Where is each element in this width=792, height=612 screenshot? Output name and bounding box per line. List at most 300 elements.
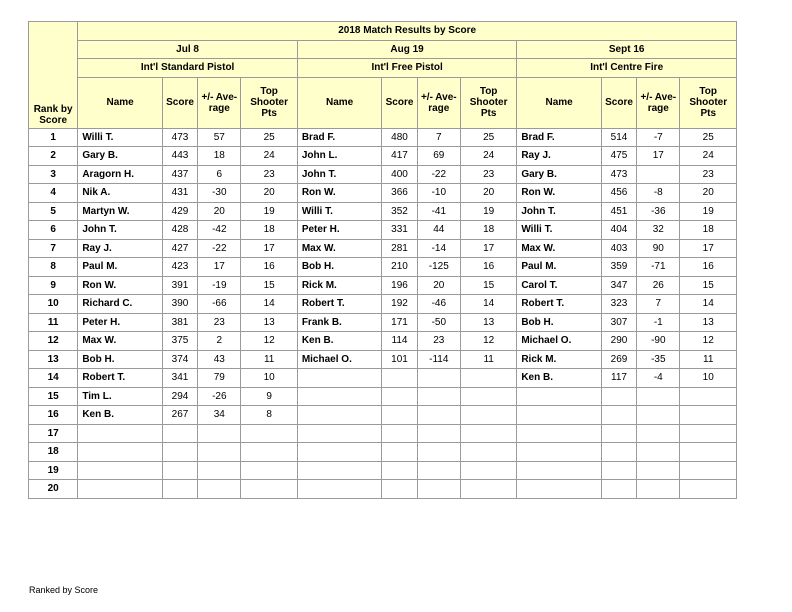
match-date: Jul 8 [78, 40, 298, 59]
column-header-name: Name [517, 77, 602, 128]
avg-cell [637, 387, 680, 406]
score-cell: 403 [601, 239, 636, 258]
pts-cell [680, 387, 737, 406]
avg-cell: 69 [417, 147, 460, 166]
score-cell: 375 [162, 332, 197, 351]
avg-cell: -22 [198, 239, 241, 258]
name-cell: Peter H. [78, 313, 163, 332]
avg-cell [637, 480, 680, 499]
table-row [29, 258, 737, 277]
name-cell: Bob H. [297, 258, 382, 277]
avg-cell: -125 [417, 258, 460, 277]
avg-cell [637, 165, 680, 184]
name-cell: Bob H. [78, 350, 163, 369]
avg-cell: -41 [417, 202, 460, 221]
pts-cell [680, 406, 737, 425]
pts-cell [460, 480, 516, 499]
rank-cell: 16 [29, 406, 78, 425]
score-cell: 374 [162, 350, 197, 369]
score-cell: 117 [601, 369, 636, 388]
match-date: Sept 16 [517, 40, 737, 59]
score-cell [162, 424, 197, 443]
avg-cell: 90 [637, 239, 680, 258]
table-row [29, 202, 737, 221]
name-cell: Paul M. [78, 258, 163, 277]
table-row [29, 276, 737, 295]
score-cell [601, 443, 636, 462]
name-cell [78, 443, 163, 462]
rank-header: Rank by Score [29, 22, 78, 129]
table-title: 2018 Match Results by Score [78, 22, 737, 41]
score-cell: 431 [162, 184, 197, 203]
name-cell: Peter H. [297, 221, 382, 240]
pts-cell: 16 [460, 258, 516, 277]
pts-cell: 18 [460, 221, 516, 240]
name-cell: Tim L. [78, 387, 163, 406]
pts-cell [241, 443, 297, 462]
pts-cell: 25 [460, 128, 516, 147]
pts-cell: 19 [460, 202, 516, 221]
rank-cell: 9 [29, 276, 78, 295]
pts-cell: 14 [460, 295, 516, 314]
name-cell: Max W. [78, 332, 163, 351]
pts-cell [680, 461, 737, 480]
table-row [29, 313, 737, 332]
score-cell: 281 [382, 239, 417, 258]
pts-cell: 12 [460, 332, 516, 351]
column-header-score: Score [162, 77, 197, 128]
name-cell [297, 406, 382, 425]
score-cell [382, 387, 417, 406]
match-event: Int'l Standard Pistol [78, 59, 298, 78]
name-cell [517, 387, 602, 406]
avg-cell [417, 369, 460, 388]
pts-cell: 9 [241, 387, 297, 406]
pts-cell: 15 [460, 276, 516, 295]
pts-cell: 17 [460, 239, 516, 258]
score-cell [382, 443, 417, 462]
avg-cell: 6 [198, 165, 241, 184]
score-cell: 114 [382, 332, 417, 351]
pts-cell: 14 [680, 295, 737, 314]
avg-cell: 32 [637, 221, 680, 240]
avg-cell [417, 387, 460, 406]
pts-cell: 15 [241, 276, 297, 295]
name-cell: Ron W. [297, 184, 382, 203]
pts-cell: 25 [680, 128, 737, 147]
avg-cell: 18 [198, 147, 241, 166]
name-cell [297, 369, 382, 388]
pts-cell [460, 424, 516, 443]
avg-cell [417, 480, 460, 499]
name-cell: Ron W. [517, 184, 602, 203]
date-row [29, 40, 737, 59]
avg-cell: 20 [198, 202, 241, 221]
score-cell [601, 406, 636, 425]
pts-cell: 23 [241, 165, 297, 184]
name-cell: Paul M. [517, 258, 602, 277]
avg-cell: -4 [637, 369, 680, 388]
table-row [29, 443, 737, 462]
name-cell: Frank B. [297, 313, 382, 332]
pts-cell [460, 406, 516, 425]
table-row [29, 128, 737, 147]
score-cell: 290 [601, 332, 636, 351]
column-header-name: Name [297, 77, 382, 128]
avg-cell [198, 443, 241, 462]
pts-cell: 17 [680, 239, 737, 258]
name-cell: Willi T. [297, 202, 382, 221]
rank-cell: 20 [29, 480, 78, 499]
score-cell: 307 [601, 313, 636, 332]
name-cell: John T. [517, 202, 602, 221]
rank-cell: 3 [29, 165, 78, 184]
avg-cell: -114 [417, 350, 460, 369]
name-cell [297, 480, 382, 499]
score-cell: 514 [601, 128, 636, 147]
score-cell: 331 [382, 221, 417, 240]
pts-cell: 11 [460, 350, 516, 369]
column-header-pts: Top Shooter Pts [241, 77, 297, 128]
rank-cell: 6 [29, 221, 78, 240]
score-cell: 352 [382, 202, 417, 221]
pts-cell: 20 [680, 184, 737, 203]
score-cell: 437 [162, 165, 197, 184]
table-row [29, 295, 737, 314]
avg-cell: 34 [198, 406, 241, 425]
name-cell: Michael O. [297, 350, 382, 369]
rank-cell: 15 [29, 387, 78, 406]
avg-cell [417, 443, 460, 462]
pts-cell: 15 [680, 276, 737, 295]
pts-cell: 19 [680, 202, 737, 221]
pts-cell: 13 [460, 313, 516, 332]
pts-cell [460, 387, 516, 406]
score-cell: 428 [162, 221, 197, 240]
name-cell: Willi T. [78, 128, 163, 147]
table-row [29, 239, 737, 258]
score-cell [601, 480, 636, 499]
pts-cell: 20 [241, 184, 297, 203]
match-date: Aug 19 [297, 40, 517, 59]
name-cell: Bob H. [517, 313, 602, 332]
avg-cell: -46 [417, 295, 460, 314]
pts-cell: 8 [241, 406, 297, 425]
avg-cell [417, 406, 460, 425]
avg-cell: -7 [637, 128, 680, 147]
column-header-pts: Top Shooter Pts [680, 77, 737, 128]
pts-cell: 16 [241, 258, 297, 277]
name-cell: Max W. [297, 239, 382, 258]
avg-cell: -42 [198, 221, 241, 240]
name-cell [517, 424, 602, 443]
avg-cell [637, 406, 680, 425]
pts-cell [241, 480, 297, 499]
score-cell [601, 424, 636, 443]
column-header-row [29, 77, 737, 128]
score-cell: 192 [382, 295, 417, 314]
avg-cell: -35 [637, 350, 680, 369]
score-cell: 101 [382, 350, 417, 369]
avg-cell: 44 [417, 221, 460, 240]
pts-cell: 14 [241, 295, 297, 314]
avg-cell: -90 [637, 332, 680, 351]
avg-cell [198, 480, 241, 499]
name-cell: Willi T. [517, 221, 602, 240]
name-cell: Robert T. [297, 295, 382, 314]
avg-cell [637, 424, 680, 443]
table-row [29, 184, 737, 203]
name-cell: Ken B. [517, 369, 602, 388]
score-cell: 359 [601, 258, 636, 277]
score-cell: 480 [382, 128, 417, 147]
name-cell [78, 461, 163, 480]
table-row [29, 147, 737, 166]
results-table [28, 21, 737, 499]
score-cell: 391 [162, 276, 197, 295]
score-cell: 366 [382, 184, 417, 203]
pts-cell: 10 [241, 369, 297, 388]
score-cell: 429 [162, 202, 197, 221]
score-cell: 390 [162, 295, 197, 314]
score-cell [382, 424, 417, 443]
score-cell [162, 480, 197, 499]
column-header-avg: +/- Ave-rage [637, 77, 680, 128]
score-cell: 323 [601, 295, 636, 314]
pts-cell [460, 369, 516, 388]
title-row [29, 22, 737, 41]
column-header-avg: +/- Ave-rage [198, 77, 241, 128]
score-cell: 475 [601, 147, 636, 166]
avg-cell: -22 [417, 165, 460, 184]
rank-cell: 7 [29, 239, 78, 258]
table-row [29, 480, 737, 499]
score-cell: 341 [162, 369, 197, 388]
table-row [29, 221, 737, 240]
name-cell: Rick M. [297, 276, 382, 295]
avg-cell: 57 [198, 128, 241, 147]
table-row [29, 369, 737, 388]
avg-cell: -66 [198, 295, 241, 314]
pts-cell: 24 [241, 147, 297, 166]
score-cell: 451 [601, 202, 636, 221]
score-cell: 404 [601, 221, 636, 240]
score-cell [601, 461, 636, 480]
name-cell: John L. [297, 147, 382, 166]
name-cell [297, 443, 382, 462]
name-cell [517, 406, 602, 425]
avg-cell: -36 [637, 202, 680, 221]
pts-cell: 23 [460, 165, 516, 184]
score-cell [162, 443, 197, 462]
pts-cell [241, 461, 297, 480]
name-cell [297, 387, 382, 406]
name-cell: Brad F. [517, 128, 602, 147]
pts-cell: 10 [680, 369, 737, 388]
avg-cell [417, 461, 460, 480]
rank-cell: 11 [29, 313, 78, 332]
column-header-name: Name [78, 77, 163, 128]
pts-cell: 12 [680, 332, 737, 351]
name-cell: Brad F. [297, 128, 382, 147]
avg-cell [417, 424, 460, 443]
rank-cell: 5 [29, 202, 78, 221]
score-cell: 427 [162, 239, 197, 258]
match-event: Int'l Centre Fire [517, 59, 737, 78]
table-row [29, 406, 737, 425]
rank-cell: 1 [29, 128, 78, 147]
rank-cell: 14 [29, 369, 78, 388]
avg-cell: -26 [198, 387, 241, 406]
pts-cell [680, 480, 737, 499]
pts-cell [680, 424, 737, 443]
pts-cell: 13 [241, 313, 297, 332]
pts-cell: 12 [241, 332, 297, 351]
name-cell [517, 480, 602, 499]
rank-cell: 18 [29, 443, 78, 462]
rank-cell: 13 [29, 350, 78, 369]
score-cell: 294 [162, 387, 197, 406]
pts-cell: 19 [241, 202, 297, 221]
pts-cell [460, 443, 516, 462]
avg-cell: 43 [198, 350, 241, 369]
avg-cell: -30 [198, 184, 241, 203]
name-cell: Robert T. [517, 295, 602, 314]
name-cell: Nik A. [78, 184, 163, 203]
score-cell: 269 [601, 350, 636, 369]
avg-cell: 20 [417, 276, 460, 295]
avg-cell: 7 [637, 295, 680, 314]
table-row [29, 387, 737, 406]
results-body [29, 128, 737, 498]
avg-cell [198, 461, 241, 480]
pts-cell: 23 [680, 165, 737, 184]
name-cell: Ron W. [78, 276, 163, 295]
avg-cell [198, 424, 241, 443]
name-cell [517, 461, 602, 480]
rank-cell: 19 [29, 461, 78, 480]
name-cell: Rick M. [517, 350, 602, 369]
score-cell [382, 369, 417, 388]
column-header-score: Score [382, 77, 417, 128]
avg-cell: 26 [637, 276, 680, 295]
score-cell: 267 [162, 406, 197, 425]
table-row [29, 424, 737, 443]
column-header-score: Score [601, 77, 636, 128]
avg-cell: 17 [198, 258, 241, 277]
name-cell [517, 443, 602, 462]
name-cell: Robert T. [78, 369, 163, 388]
pts-cell [680, 443, 737, 462]
column-header-pts: Top Shooter Pts [460, 77, 516, 128]
name-cell [78, 424, 163, 443]
avg-cell [637, 443, 680, 462]
name-cell: Ken B. [78, 406, 163, 425]
avg-cell: 17 [637, 147, 680, 166]
score-cell [382, 480, 417, 499]
pts-cell: 18 [241, 221, 297, 240]
table-row [29, 350, 737, 369]
score-cell: 171 [382, 313, 417, 332]
score-cell [601, 387, 636, 406]
name-cell: Ray J. [517, 147, 602, 166]
pts-cell: 25 [241, 128, 297, 147]
avg-cell: -14 [417, 239, 460, 258]
score-cell: 196 [382, 276, 417, 295]
score-cell [382, 406, 417, 425]
name-cell: Max W. [517, 239, 602, 258]
avg-cell: -10 [417, 184, 460, 203]
pts-cell: 18 [680, 221, 737, 240]
table-row [29, 461, 737, 480]
name-cell: Gary B. [517, 165, 602, 184]
pts-cell: 11 [680, 350, 737, 369]
name-cell: Ray J. [78, 239, 163, 258]
score-cell: 347 [601, 276, 636, 295]
score-cell: 381 [162, 313, 197, 332]
pts-cell: 24 [460, 147, 516, 166]
score-cell: 456 [601, 184, 636, 203]
pts-cell: 11 [241, 350, 297, 369]
score-cell: 443 [162, 147, 197, 166]
footer-note: Ranked by Score [29, 585, 99, 595]
column-header-avg: +/- Ave-rage [417, 77, 460, 128]
avg-cell: -71 [637, 258, 680, 277]
table-row [29, 165, 737, 184]
name-cell: Richard C. [78, 295, 163, 314]
name-cell: Ken B. [297, 332, 382, 351]
match-event: Int'l Free Pistol [297, 59, 517, 78]
score-cell: 473 [601, 165, 636, 184]
name-cell [78, 480, 163, 499]
name-cell: Michael O. [517, 332, 602, 351]
score-cell [382, 461, 417, 480]
pts-cell: 24 [680, 147, 737, 166]
avg-cell: 23 [198, 313, 241, 332]
name-cell: Gary B. [78, 147, 163, 166]
name-cell: Aragorn H. [78, 165, 163, 184]
score-cell: 400 [382, 165, 417, 184]
name-cell [297, 424, 382, 443]
rank-cell: 8 [29, 258, 78, 277]
pts-cell: 17 [241, 239, 297, 258]
score-cell [162, 461, 197, 480]
avg-cell: 7 [417, 128, 460, 147]
score-cell: 417 [382, 147, 417, 166]
score-cell: 473 [162, 128, 197, 147]
name-cell: Martyn W. [78, 202, 163, 221]
rank-cell: 4 [29, 184, 78, 203]
name-cell: Carol T. [517, 276, 602, 295]
rank-cell: 10 [29, 295, 78, 314]
table-row [29, 332, 737, 351]
rank-cell: 2 [29, 147, 78, 166]
pts-cell: 20 [460, 184, 516, 203]
avg-cell: -50 [417, 313, 460, 332]
score-cell: 210 [382, 258, 417, 277]
pts-cell: 13 [680, 313, 737, 332]
rank-cell: 17 [29, 424, 78, 443]
avg-cell: -19 [198, 276, 241, 295]
avg-cell: -8 [637, 184, 680, 203]
name-cell: John T. [297, 165, 382, 184]
pts-cell: 16 [680, 258, 737, 277]
avg-cell: 2 [198, 332, 241, 351]
avg-cell: 79 [198, 369, 241, 388]
name-cell [297, 461, 382, 480]
score-cell: 423 [162, 258, 197, 277]
rank-cell: 12 [29, 332, 78, 351]
